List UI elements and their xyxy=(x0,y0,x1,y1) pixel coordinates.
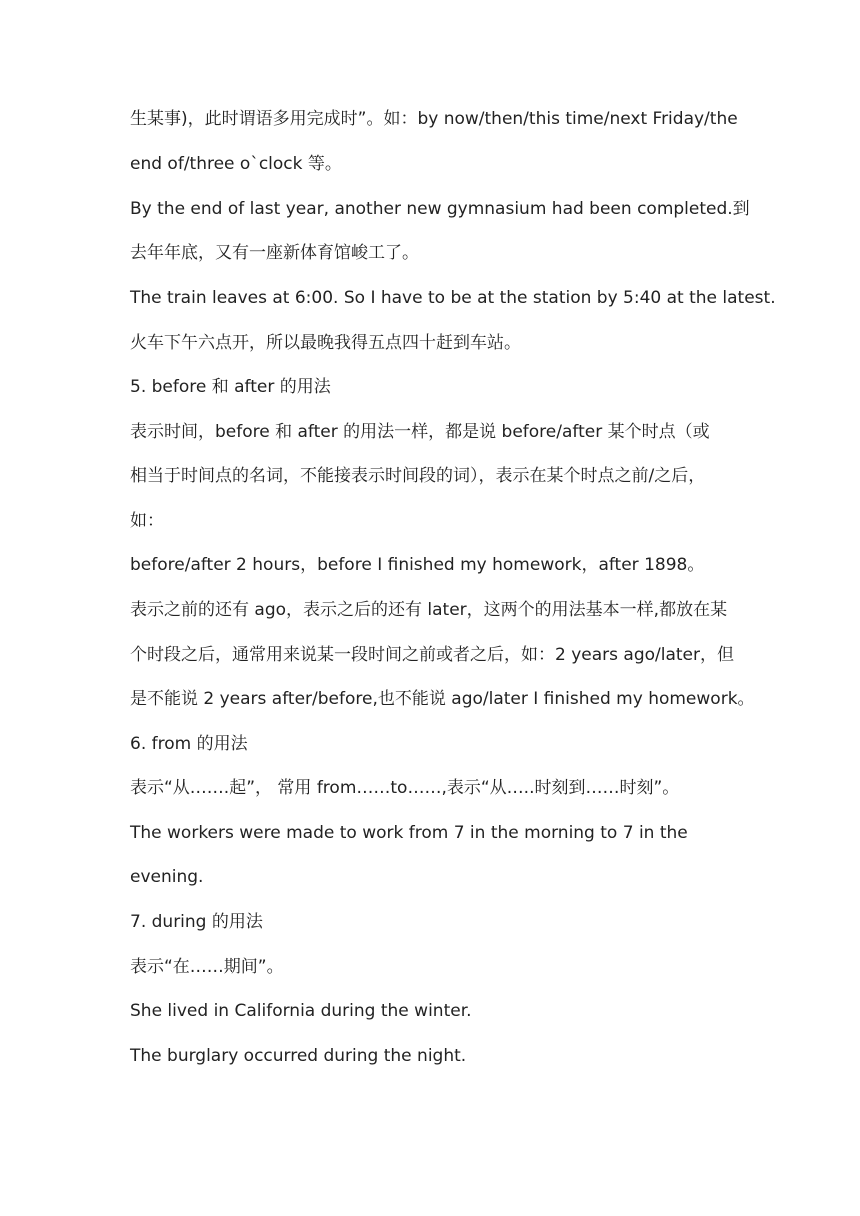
section-heading: 5. before 和 after 的用法 xyxy=(130,377,331,397)
section-heading: 6. from 的用法 xyxy=(130,734,248,754)
text-line: before/after 2 hours，before I finished my homework，after 1898。 xyxy=(130,555,705,575)
text-line: 个时段之后，通常用来说某一段时间之前或者之后，如：2 years ago/later，但 xyxy=(130,645,734,665)
text-line: The workers were made to work from 7 in the morning to 7 in the xyxy=(130,823,688,843)
text-line: 相当于时间点的名词，不能接表示时间段的词），表示在某个时点之前/之后， xyxy=(130,466,706,486)
text-line: 表示“从…….起”， 常用 from……to……,表示“从…..时刻到……时刻”。 xyxy=(130,778,680,798)
text-line: 如： xyxy=(130,511,164,531)
text-line: evening. xyxy=(130,867,204,887)
text-line: 是不能说 2 years after/before,也不能说 ago/later I finished my homework。 xyxy=(130,689,755,709)
text-line: 火车下午六点开，所以最晚我得五点四十赶到车站。 xyxy=(130,333,521,353)
text-line: The train leaves at 6:00. So I have to be at the station by 5:40 at the latest. xyxy=(130,288,776,308)
text-line: 表示时间，before 和 after 的用法一样，都是说 before/after 某个时点（或 xyxy=(130,422,710,442)
text-line: 表示“在……期间”。 xyxy=(130,957,284,977)
text-line: 去年年底，又有一座新体育馆峻工了。 xyxy=(130,243,419,263)
text-line: 表示之前的还有 ago，表示之后的还有 later，这两个的用法基本一样,都放在某 xyxy=(130,600,728,620)
text-line: She lived in California during the winter. xyxy=(130,1001,472,1021)
text-line: The burglary occurred during the night. xyxy=(130,1046,467,1066)
section-heading: 7. during 的用法 xyxy=(130,912,263,932)
text-line: By the end of last year, another new gymnasium had been completed.到 xyxy=(130,199,750,219)
text-line: 生某事)，此时谓语多用完成时”。如：by now/then/this time/next Friday/the xyxy=(130,109,738,129)
text-line: end of/three o`clock 等。 xyxy=(130,154,342,174)
